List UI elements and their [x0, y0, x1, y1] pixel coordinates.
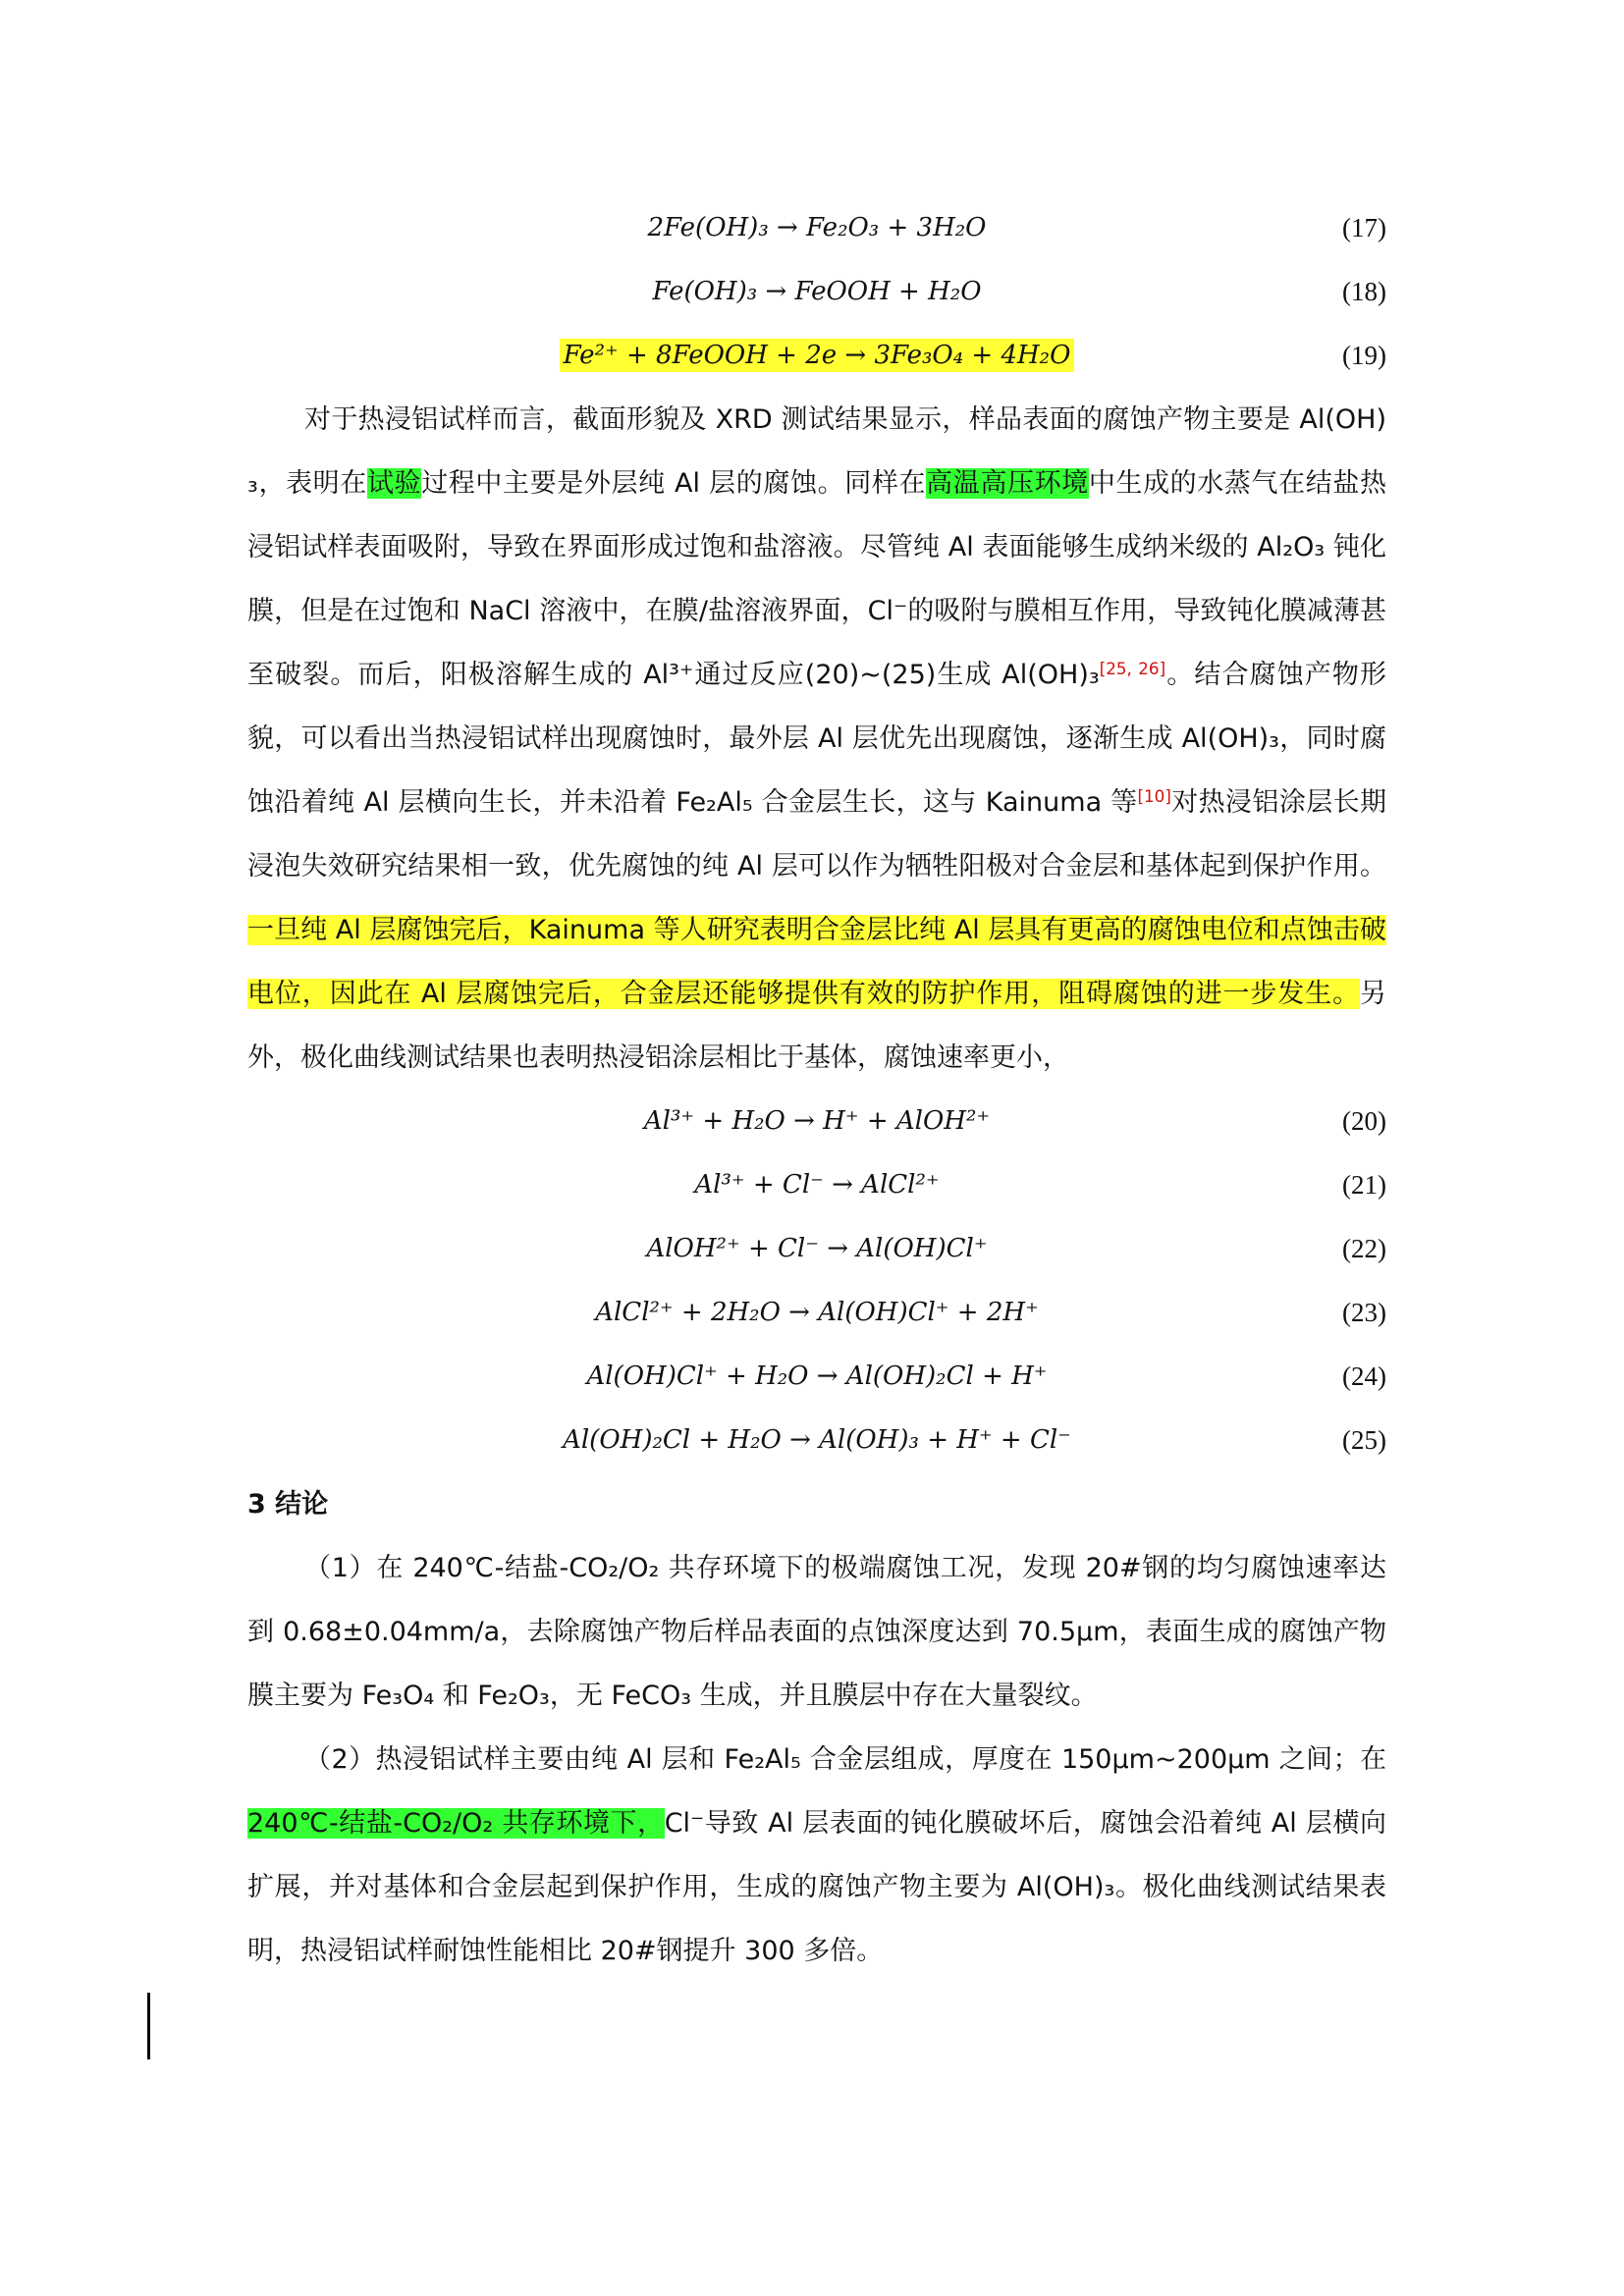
equation-number: (19) — [1342, 341, 1386, 370]
equation-20 — [247, 1090, 1386, 1153]
document-page — [247, 196, 1386, 1983]
section-heading: 3 结论 — [247, 1489, 329, 1520]
citation-link[interactable]: [25, 26] — [1099, 658, 1166, 678]
equation-17 — [247, 196, 1386, 260]
equation-expr: Fe(OH)₃ → FeOOH + H₂O — [652, 277, 982, 306]
equation-number: (18) — [1342, 277, 1386, 306]
equation-block-top — [247, 196, 1386, 388]
text-run: 对于热浸铝试样而言，截面形貌及 XRD 测试结果显示，样品表面的腐蚀产物主要是 Al(OH)₃，表明在 — [247, 404, 1386, 499]
equation-number: (25) — [1342, 1425, 1386, 1455]
highlight-green: 高温高压环境 — [926, 468, 1089, 499]
paragraph-conclusion-2 — [247, 1728, 1386, 1983]
text-run: 另外，极化曲线测试结果也表明热浸铝涂层相比于基体，腐蚀速率更小， — [247, 979, 1386, 1073]
text-run: Cl⁻导致 Al 层表面的钝化膜破坏后，腐蚀会沿着纯 Al 层横向扩展，并对基体和合金层起到保护作用，生成的腐蚀产物主要为 Al(OH)₃。极化曲线测试结果表明，热浸铝试样耐蚀性能相比 20#钢提升 300 多倍。 — [247, 1808, 1386, 1966]
equation-24 — [247, 1345, 1386, 1409]
highlight-green: 240℃-结盐-CO₂/O₂ 共存环境下， — [247, 1808, 665, 1839]
highlight-yellow: 一旦纯 Al 层腐蚀完后，Kainuma 等人研究表明合金层比纯 Al 层具有更高的腐蚀电位和点蚀击破电位，因此在 Al 层腐蚀完后，合金层还能够提供有效的防护作用，阻碍腐蚀的进一步发生。 — [247, 915, 1386, 1009]
equation-expr: AlCl²⁺ + 2H₂O → Al(OH)Cl⁺ + 2H⁺ — [595, 1298, 1039, 1327]
paragraph-discussion — [247, 388, 1386, 1090]
equation-22 — [247, 1217, 1386, 1281]
equation-21 — [247, 1153, 1386, 1217]
equation-expr: AlOH²⁺ + Cl⁻ → Al(OH)Cl⁺ — [646, 1234, 988, 1263]
equation-block-mid — [247, 1090, 1386, 1472]
text-run: 过程中主要是外层纯 Al 层的腐蚀。同样在 — [421, 468, 927, 499]
equation-expr: 2Fe(OH)₃ → Fe₂O₃ + 3H₂O — [647, 213, 987, 242]
equation-number: (17) — [1342, 213, 1386, 242]
text-run: （2）热浸铝试样主要由纯 Al 层和 Fe₂Al₅ 合金层组成，厚度在 150μm~200μm 之间；在 — [304, 1744, 1386, 1775]
text-run: 对热浸铝涂层长期浸泡失效研究结果相一致，优先腐蚀的纯 Al 层可以作为牺牲阳极对合金层和基体起到保护作用。 — [247, 787, 1387, 881]
equation-25 — [247, 1409, 1386, 1472]
equation-expr: Al(OH)₂Cl + H₂O → Al(OH)₃ + H⁺ + Cl⁻ — [563, 1425, 1071, 1455]
equation-18 — [247, 260, 1386, 324]
text-run: 中生成的水蒸气在结盐热浸铝试样表面吸附，导致在界面形成过饱和盐溶液。尽管纯 Al 表面能够生成纳米级的 Al₂O₃ 钝化膜，但是在过饱和 NaCl 溶液中，在膜/盐溶液界面，Cl⁻的吸附与膜相互作用，导致钝化膜减薄甚至破裂。而后，阳极溶解生成的 Al³⁺通过反应(20)~(25)生成 Al(OH)₃ — [247, 468, 1387, 690]
equation-number: (22) — [1342, 1234, 1386, 1263]
citation-link[interactable]: [10] — [1137, 785, 1171, 806]
equation-expr-highlighted: Fe²⁺ + 8FeOOH + 2e → 3Fe₃O₄ + 4H₂O — [560, 339, 1075, 372]
equation-23 — [247, 1281, 1386, 1345]
text-run: 。结合腐蚀产物形貌，可以看出当热浸铝试样出现腐蚀时，最外层 Al 层优先出现腐蚀，逐渐生成 Al(OH)₃，同时腐蚀沿着纯 Al 层横向生长，并未沿着 Fe₂Al₅ 合金层生长，这与 Kainuma 等 — [247, 660, 1386, 818]
text-cursor — [147, 1993, 150, 2059]
equation-expr: Al(OH)Cl⁺ + H₂O → Al(OH)₂Cl + H⁺ — [586, 1362, 1048, 1391]
equation-number: (21) — [1342, 1170, 1386, 1200]
equation-expr: Al³⁺ + H₂O → H⁺ + AlOH²⁺ — [643, 1106, 991, 1136]
highlight-green: 试验 — [366, 468, 422, 499]
equation-number: (23) — [1342, 1298, 1386, 1327]
equation-19 — [247, 324, 1386, 388]
equation-number: (24) — [1342, 1362, 1386, 1391]
equation-number: (20) — [1342, 1106, 1386, 1136]
equation-expr: Al³⁺ + Cl⁻ → AlCl²⁺ — [694, 1170, 940, 1200]
paragraph-conclusion-1: （1）在 240℃-结盐-CO₂/O₂ 共存环境下的极端腐蚀工况，发现 20#钢的均匀腐蚀速率达到 0.68±0.04mm/a，去除腐蚀产物后样品表面的点蚀深度达到 70.5μm，表面生成的腐蚀产物膜主要为 Fe₃O₄ 和 Fe₂O₃，无 FeCO₃ 生成，并且膜层中存在大量裂纹。 — [247, 1553, 1386, 1711]
